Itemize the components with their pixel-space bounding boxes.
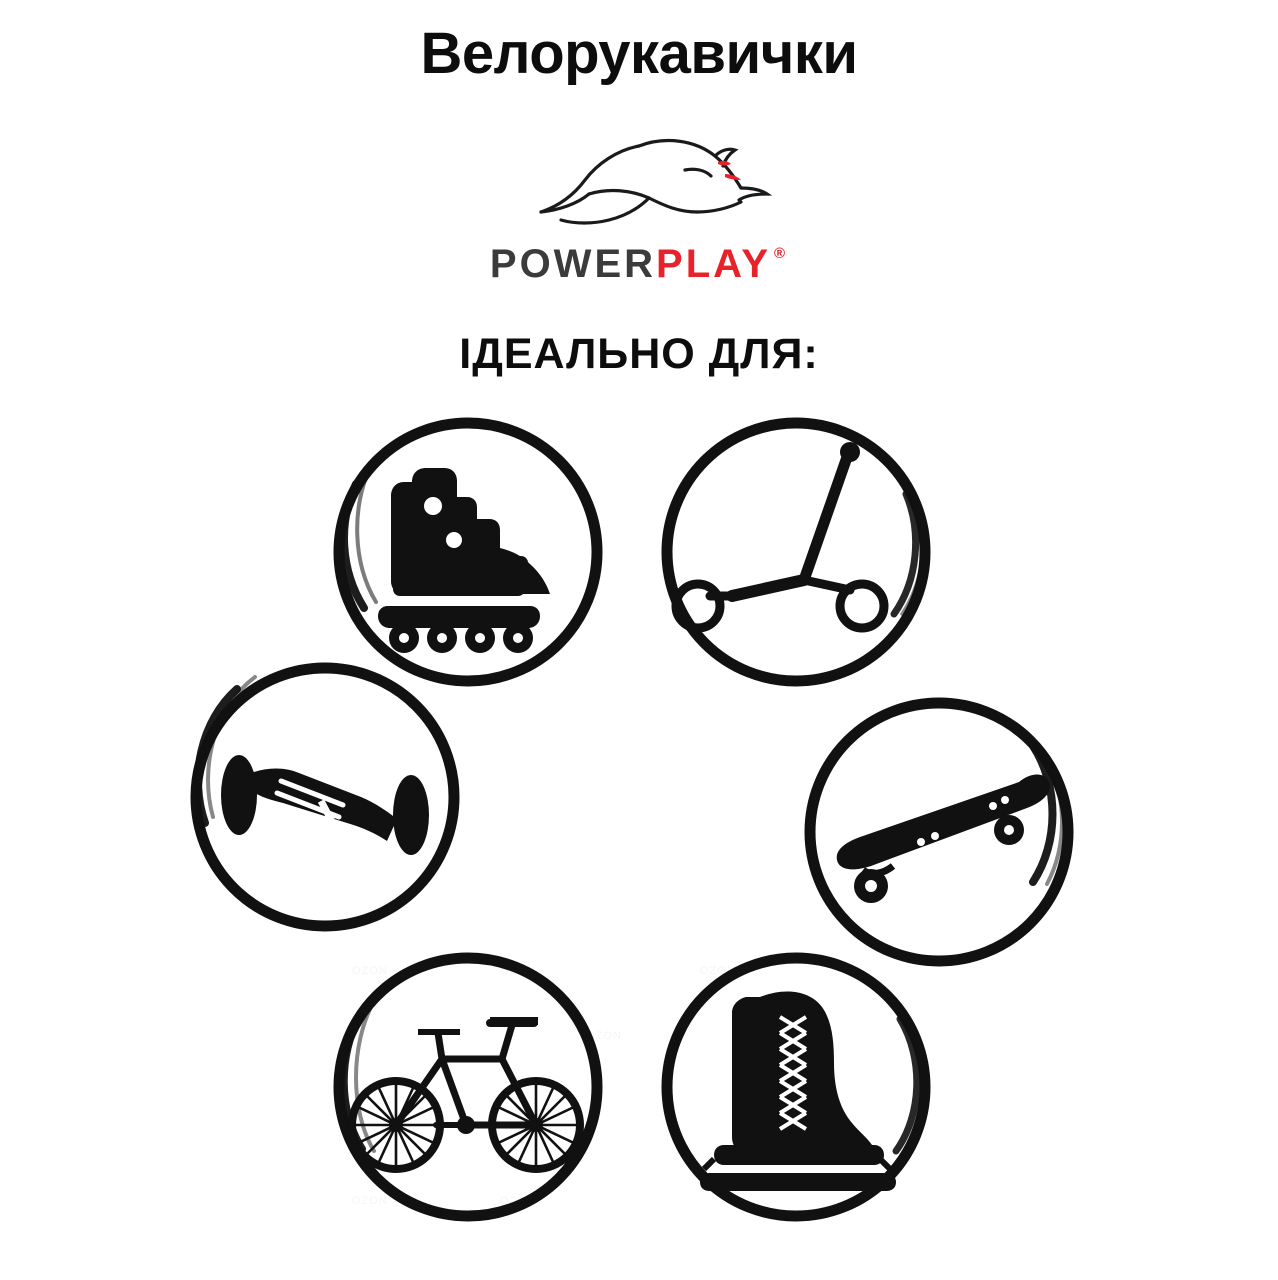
activity-badge-skateboard xyxy=(797,690,1081,974)
skateboard-icon xyxy=(837,775,1050,904)
activity-badge-scooter xyxy=(654,410,938,694)
activity-badge-hoverboard xyxy=(183,655,467,939)
activity-badge-iceskate xyxy=(654,945,938,1229)
brand-wordmark xyxy=(490,244,788,284)
brand-wordmark-play: PLAY xyxy=(656,242,772,286)
hoverboard-icon xyxy=(221,755,429,855)
rollerblade-icon xyxy=(378,468,550,653)
brand-logo xyxy=(0,130,1278,284)
activity-icon-cluster xyxy=(0,400,1278,1260)
activity-badge-rollerblades xyxy=(326,410,610,694)
bicycle-icon xyxy=(352,1017,580,1169)
panther-logo-icon xyxy=(489,130,789,240)
page-title: Велорукавички xyxy=(420,21,858,86)
registered-trademark-icon: ® xyxy=(774,245,789,262)
kick-scooter-icon xyxy=(676,442,884,628)
ice-skate-icon xyxy=(700,992,896,1191)
section-subtitle: ІДЕАЛЬНО ДЛЯ: xyxy=(459,330,819,378)
activity-badge-bicycle xyxy=(326,945,610,1229)
brand-wordmark-power: POWER xyxy=(489,242,657,286)
